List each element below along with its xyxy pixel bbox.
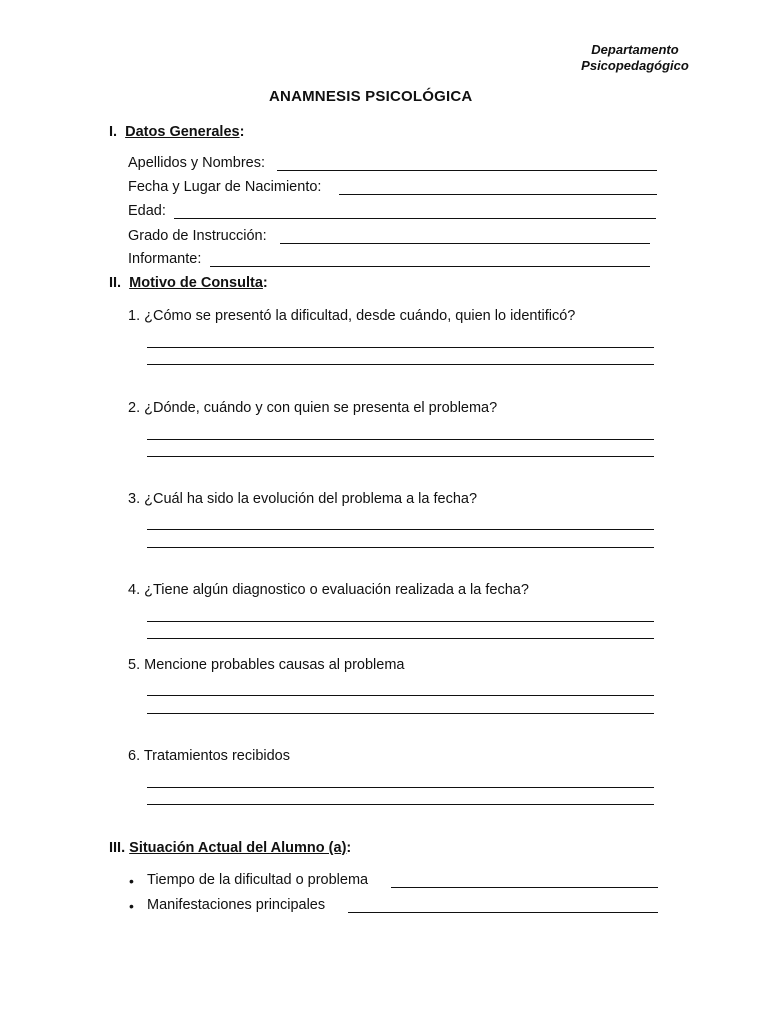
- answer-line[interactable]: [147, 347, 654, 348]
- field-line-informante[interactable]: [210, 266, 650, 267]
- section-colon: :: [239, 124, 245, 140]
- answer-line[interactable]: [147, 713, 654, 714]
- section-number: I.: [109, 124, 118, 140]
- answer-line[interactable]: [147, 695, 654, 696]
- field-label-nacimiento: Fecha y Lugar de Nacimiento:: [128, 179, 322, 195]
- answer-line[interactable]: [147, 529, 654, 530]
- answer-line[interactable]: [147, 364, 654, 365]
- field-label-grado: Grado de Instrucción:: [128, 228, 267, 244]
- bullet-line-tiempo[interactable]: [391, 887, 658, 888]
- bullet-line-manifestaciones[interactable]: [348, 912, 658, 913]
- section-number: II.: [109, 275, 122, 291]
- department-line-1: Departamento: [591, 42, 679, 57]
- field-line-nombres[interactable]: [277, 170, 657, 171]
- answer-line[interactable]: [147, 638, 654, 639]
- question-4: 4. ¿Tiene algún diagnostico o evaluación realizada a la fecha?: [128, 582, 529, 598]
- answer-line[interactable]: [147, 456, 654, 457]
- field-label-nombres: Apellidos y Nombres:: [128, 155, 265, 171]
- bullet-item-manifestaciones: Manifestaciones principales: [147, 897, 326, 913]
- field-line-nacimiento[interactable]: [339, 194, 657, 195]
- department-header: [572, 42, 698, 74]
- field-label-edad: Edad:: [128, 203, 166, 219]
- answer-line[interactable]: [147, 787, 654, 788]
- field-line-grado[interactable]: [280, 243, 650, 244]
- answer-line[interactable]: [147, 804, 654, 805]
- document-title: ANAMNESIS PSICOLÓGICA: [269, 88, 473, 105]
- section-number: III.: [109, 840, 126, 856]
- section-datos-generales: [109, 124, 244, 140]
- bullet-dot: •: [129, 873, 134, 889]
- answer-line[interactable]: [147, 621, 654, 622]
- section-colon: :: [346, 840, 352, 856]
- field-line-edad[interactable]: [174, 218, 656, 219]
- section-situacion-actual: [109, 840, 351, 856]
- question-6: 6. Tratamientos recibidos: [128, 748, 290, 764]
- section-title: Situación Actual del Alumno (a): [129, 840, 347, 856]
- question-2: 2. ¿Dónde, cuándo y con quien se presenta el problema?: [128, 400, 498, 416]
- field-label-informante: Informante:: [128, 251, 202, 267]
- section-colon: :: [262, 275, 268, 291]
- question-1: 1. ¿Cómo se presentó la dificultad, desde cuándo, quien lo identificó?: [128, 308, 576, 324]
- answer-line[interactable]: [147, 439, 654, 440]
- section-title: Motivo de Consulta: [129, 275, 263, 291]
- bullet-dot: •: [129, 898, 134, 914]
- answer-line[interactable]: [147, 547, 654, 548]
- department-line-2: Psicopedagógico: [581, 58, 689, 73]
- section-motivo-consulta: [109, 275, 268, 291]
- question-5: 5. Mencione probables causas al problema: [128, 657, 405, 673]
- bullet-item-tiempo: Tiempo de la dificultad o problema: [147, 872, 369, 888]
- section-title: Datos Generales: [125, 124, 240, 140]
- question-3: 3. ¿Cuál ha sido la evolución del problema a la fecha?: [128, 491, 478, 507]
